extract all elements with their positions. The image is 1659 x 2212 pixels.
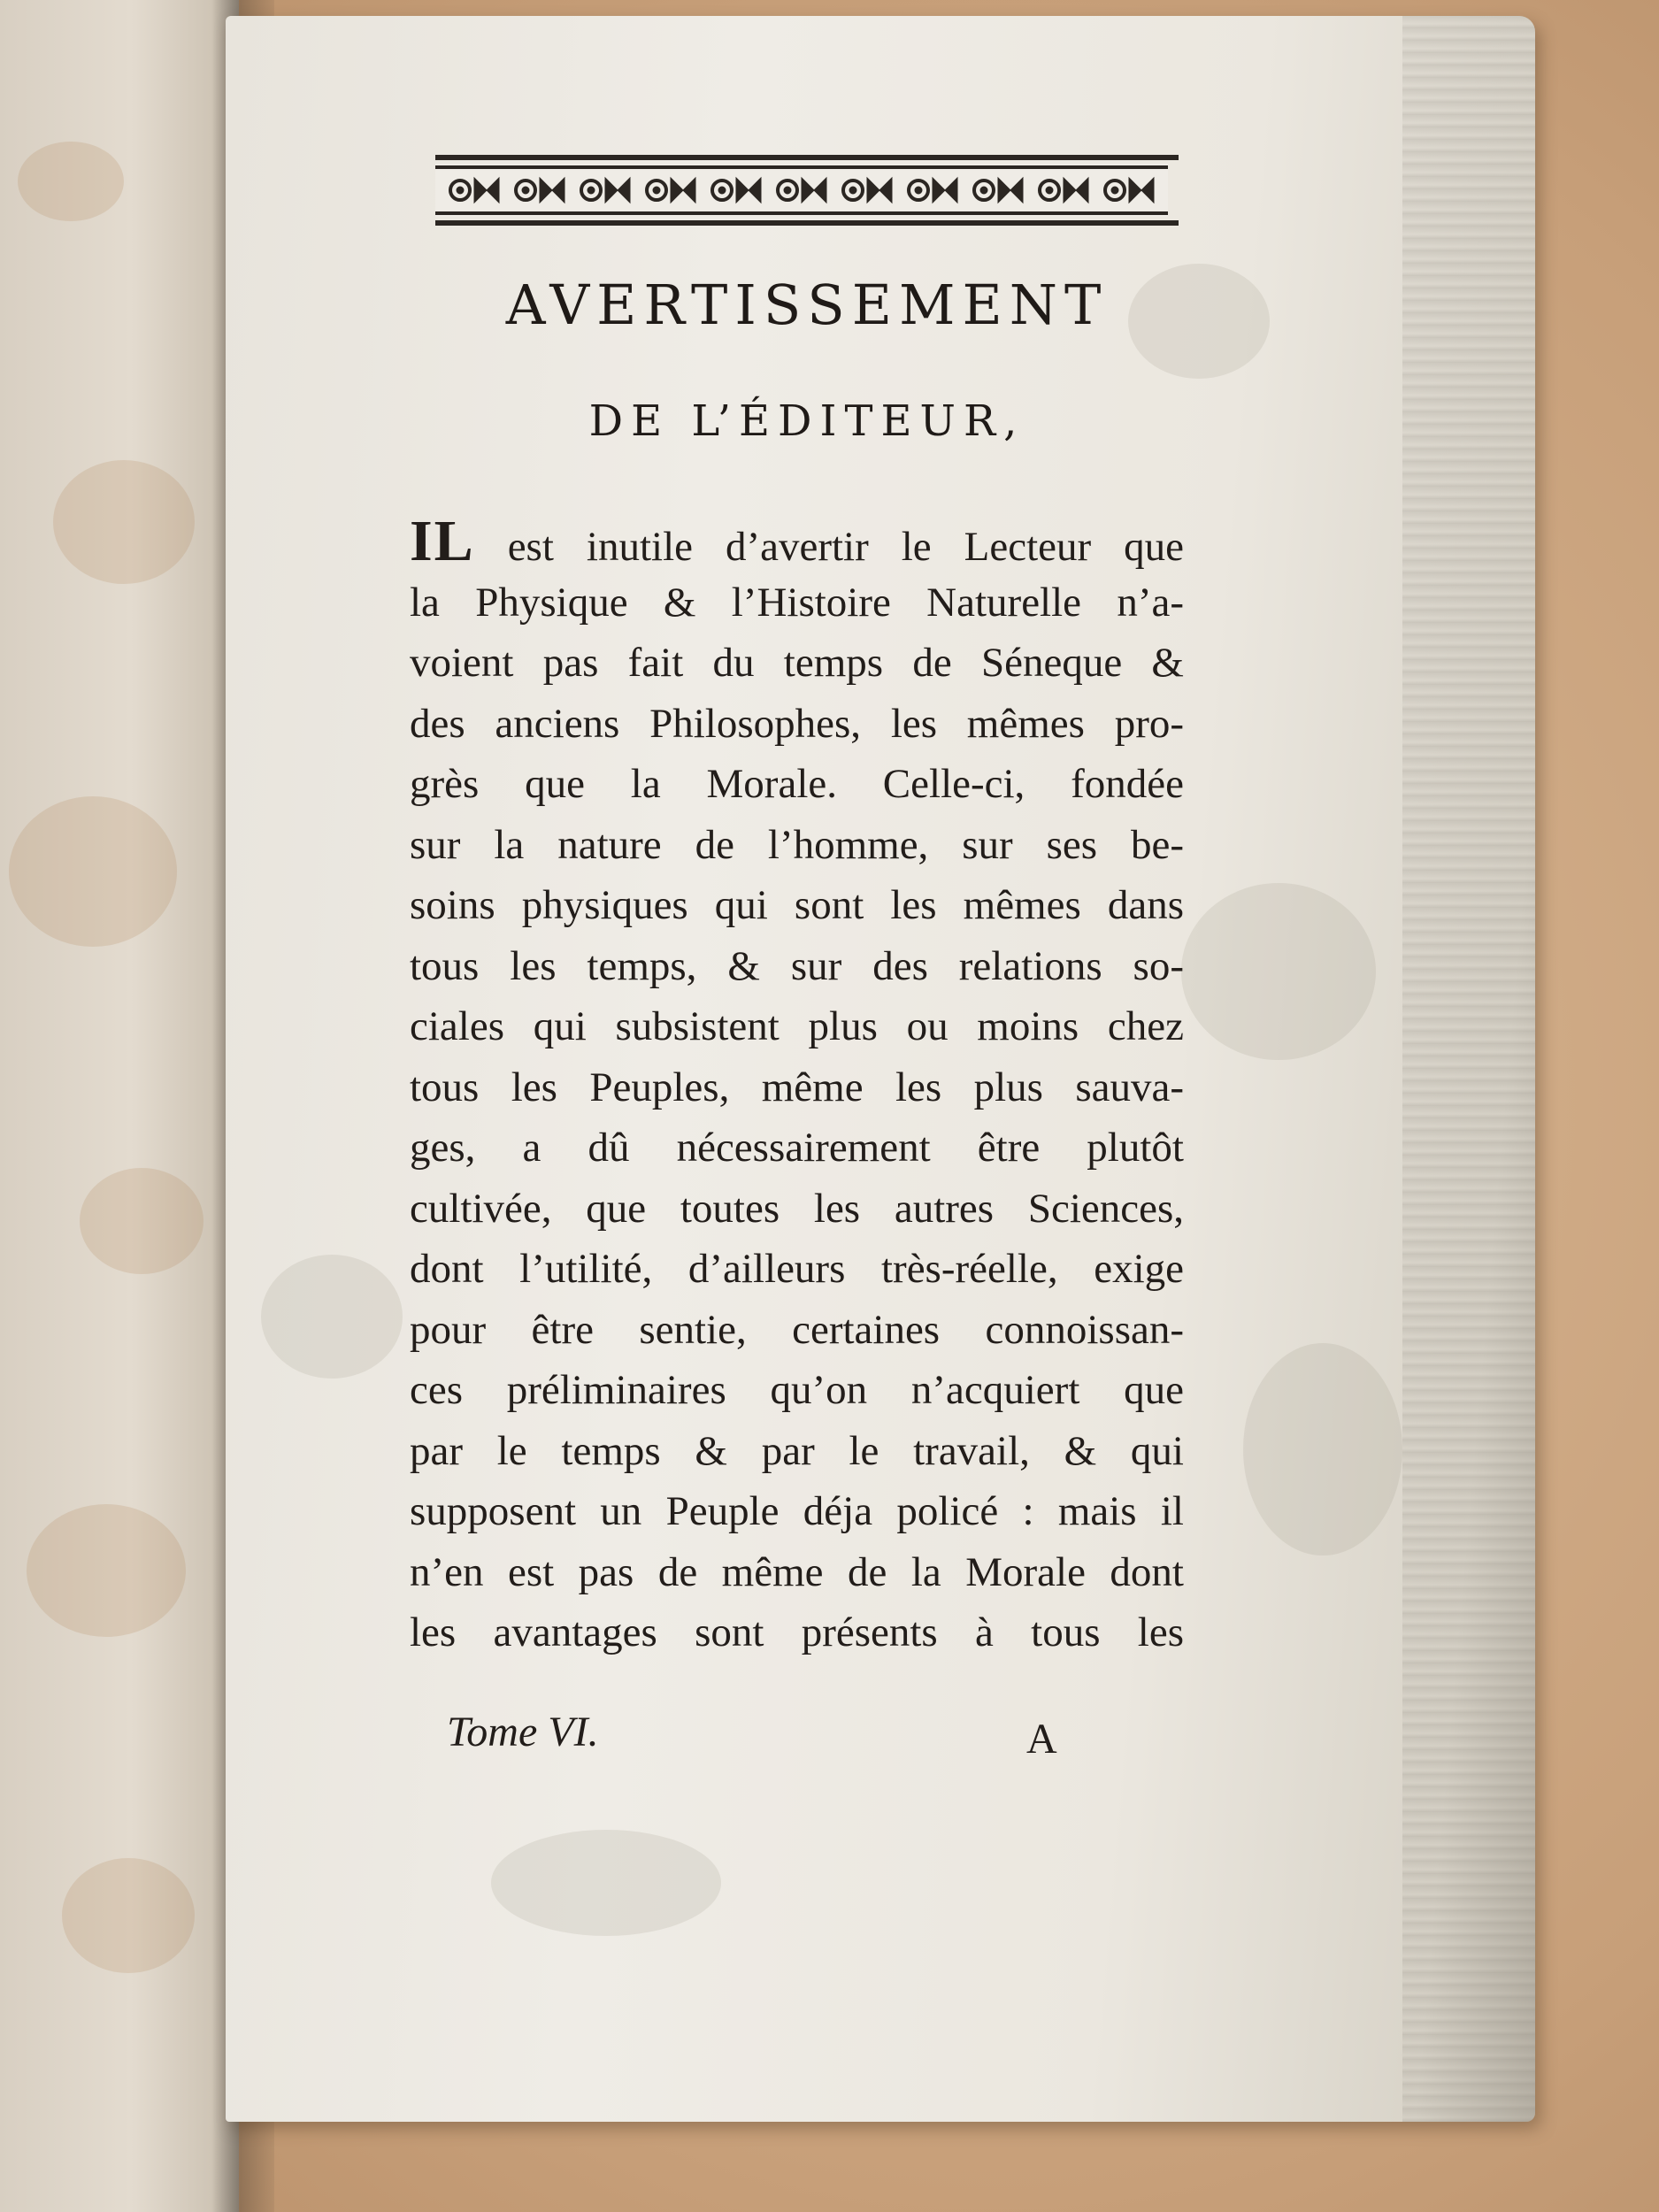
left-page xyxy=(0,0,239,2212)
signature-mark: A xyxy=(1026,1716,1057,1763)
text-line: les avantages sont présents à tous les xyxy=(410,1609,1184,1655)
floral-band-ornament-icon xyxy=(435,155,1179,226)
text-line: voient pas fait du temps de Séneque & xyxy=(410,640,1184,686)
text-line: supposent un Peuple déja policé : mais il xyxy=(410,1488,1184,1534)
text-line: grès que la Morale. Celle-ci, fondée xyxy=(410,761,1184,807)
text-line: ges, a dû nécessairement être plutôt xyxy=(410,1125,1184,1171)
page-edge-wear xyxy=(1402,16,1535,2122)
text-line: cultivée, que toutes les autres Sciences, xyxy=(410,1185,1184,1232)
text-line: IL est inutile d’avertir le Lecteur que xyxy=(410,511,1184,572)
text-line: tous les temps, & sur des relations so- xyxy=(410,942,1184,989)
book-page xyxy=(226,16,1535,2122)
text-line: par le temps & par le travail, & qui xyxy=(410,1427,1184,1474)
text-line: la Physique & l’Histoire Naturelle n’a- xyxy=(410,579,1184,626)
volume-footer: Tome VI. xyxy=(447,1709,599,1755)
text-line: dont l’utilité, d’ailleurs très-réelle, exige xyxy=(410,1246,1184,1292)
page-title: AVERTISSEMENT xyxy=(505,273,1109,337)
text-line: n’en est pas de même de la Morale dont xyxy=(410,1548,1184,1595)
text-line: ces préliminaires qu’on n’acquiert que xyxy=(410,1367,1184,1413)
body-text xyxy=(410,511,1184,1663)
text-line: pour être sentie, certaines connoissan- xyxy=(410,1306,1184,1353)
text-line: ciales qui subsistent plus ou moins chez xyxy=(410,1003,1184,1049)
text-line: soins physiques qui sont les mêmes dans xyxy=(410,882,1184,928)
text-line: sur la nature de l’homme, sur ses be- xyxy=(410,821,1184,868)
drop-initial: IL xyxy=(410,511,475,572)
text-line: des anciens Philosophes, les mêmes pro- xyxy=(410,700,1184,747)
page-subtitle: DE L’ÉDITEUR, xyxy=(588,396,1025,446)
text-line: tous les Peuples, même les plus sauva- xyxy=(410,1064,1184,1110)
